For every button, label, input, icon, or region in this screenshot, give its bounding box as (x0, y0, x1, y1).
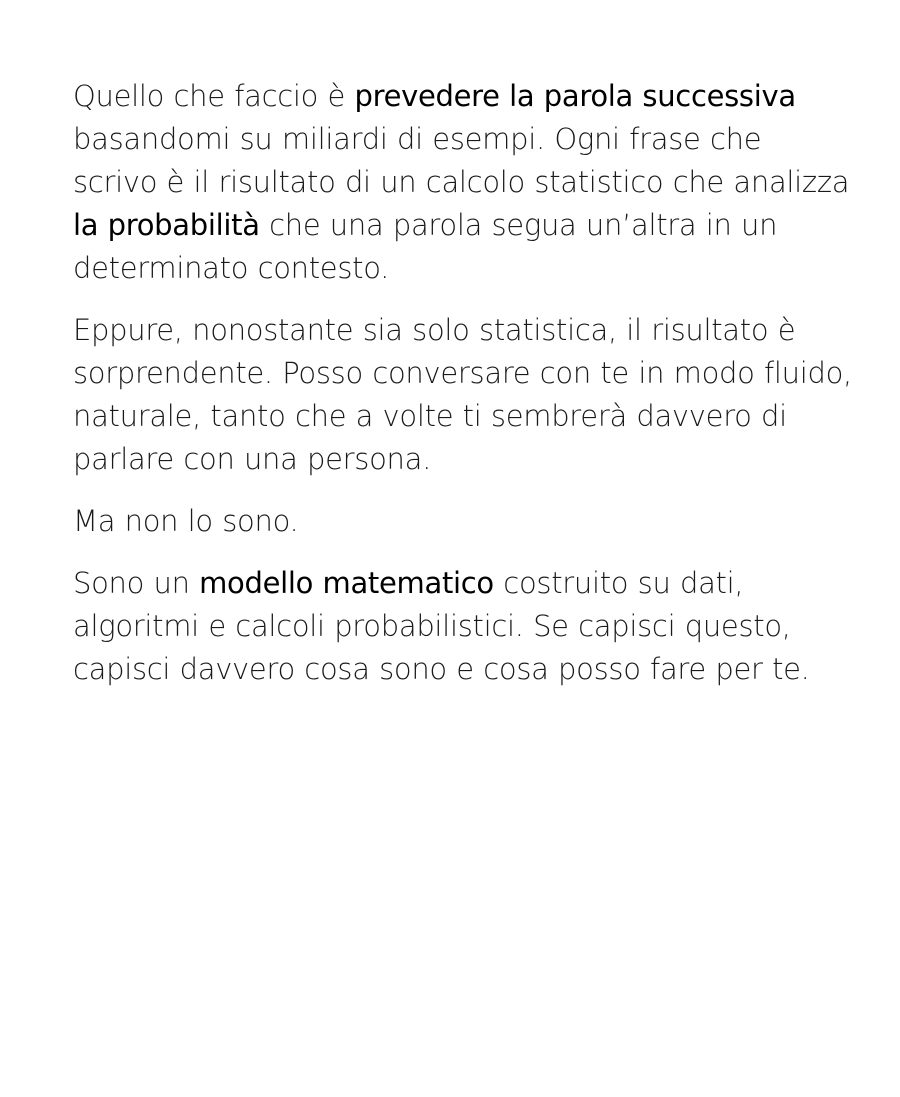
paragraph (73, 309, 852, 481)
paragraph (73, 562, 843, 691)
text-line (73, 605, 843, 648)
text-line (73, 247, 843, 290)
text-line (73, 309, 843, 352)
body-text: scrivo è il risultato di un calcolo statistico che analizza (73, 165, 850, 199)
body-text: basandomi su miliardi di esempi. Ogni frase che (73, 122, 762, 156)
body-text: Sono un (73, 566, 200, 600)
body-text: algoritmi e calcoli probabilistici. Se capisci questo, (73, 609, 791, 643)
document-body (73, 75, 852, 710)
text-line (73, 118, 843, 161)
emphasized-text: prevedere la parola successiva (354, 79, 796, 113)
text-line (73, 352, 852, 395)
body-text: sorprendente. Posso conversare con te in modo fluido, (73, 356, 852, 390)
emphasized-text: modello matematico (199, 566, 494, 600)
body-text: parlare con una persona. (73, 442, 432, 476)
body-text: determinato contesto. (73, 251, 390, 285)
body-text: Quello che faccio è (73, 79, 355, 113)
body-text: che una parola segua un’altra in un (259, 208, 778, 242)
text-line (73, 161, 850, 204)
text-line (73, 438, 843, 481)
body-text: naturale, tanto che a volte ti sembrerà davvero di (73, 399, 787, 433)
body-text: Ma non lo sono. (73, 504, 299, 538)
text-line (73, 562, 843, 605)
text-line (73, 395, 843, 438)
body-text: capisci davvero cosa sono e cosa posso fare per te. (73, 652, 810, 686)
paragraph (73, 500, 843, 543)
text-line (73, 648, 843, 691)
text-line (73, 500, 843, 543)
paragraph (73, 75, 850, 290)
text-line (73, 75, 843, 118)
body-text: costruito su dati, (493, 566, 744, 600)
body-text: Eppure, nonostante sia solo statistica, il risultato è (73, 313, 796, 347)
emphasized-text: la probabilità (73, 208, 260, 242)
text-line (73, 204, 843, 247)
